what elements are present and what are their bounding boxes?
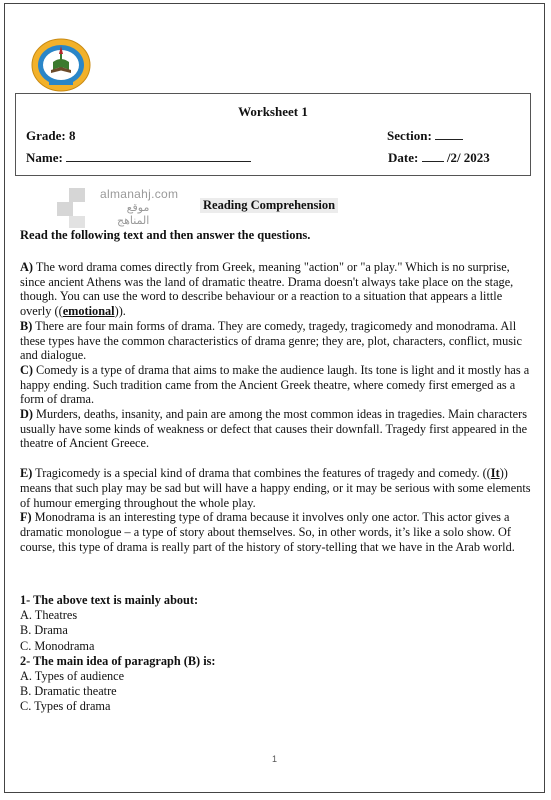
- reading-passage: [20, 260, 535, 554]
- worksheet-header: [15, 93, 531, 176]
- watermark: [55, 186, 185, 232]
- question-2-option-b: B. Dramatic theatre: [20, 684, 117, 699]
- paragraph-label: D): [20, 407, 33, 422]
- school-logo-icon: [29, 32, 93, 94]
- paragraph-f: [20, 510, 535, 554]
- question-1-prompt: 1- The above text is mainly about:: [20, 593, 199, 607]
- section-title: Reading Comprehension: [200, 198, 338, 213]
- watermark-arabic-line1: موقع: [126, 201, 150, 214]
- paragraph-text: )) means that such play may be sad but will have a happy ending, or it may be serious with some elements of humour emerging throughout the whole play.: [20, 466, 531, 510]
- instruction: Read the following text and then answer the questions.: [20, 228, 311, 242]
- watermark-logo-icon: [55, 186, 99, 230]
- question-2-option-c: C. Types of drama: [20, 699, 111, 714]
- paragraph-e: [20, 466, 535, 510]
- date-day-blank: [422, 150, 444, 162]
- underlined-word: It: [490, 466, 500, 481]
- grade-label: Grade: 8: [26, 128, 76, 143]
- question-1-option-b: B. Drama: [20, 623, 68, 638]
- watermark-site: almanahj.com: [100, 187, 179, 201]
- section-field: [387, 128, 463, 144]
- paragraph-c: [20, 363, 535, 407]
- worksheet-title: Worksheet 1: [238, 104, 308, 119]
- paragraph-label: F): [20, 510, 32, 525]
- section-blank: [435, 128, 463, 140]
- page-number: 1: [271, 754, 277, 764]
- paragraph-label: E): [20, 466, 33, 481]
- paragraph-label: A): [20, 260, 33, 274]
- section-label: Section:: [387, 128, 432, 143]
- paragraph-label: B): [20, 318, 33, 333]
- paragraph-label: C): [20, 362, 33, 377]
- worksheet-page: [4, 3, 545, 793]
- name-label: Name:: [26, 150, 63, 165]
- questions: [20, 593, 535, 715]
- underlined-word: emotional: [62, 304, 115, 319]
- date-field: [388, 150, 490, 166]
- question-1-option-c: C. Monodrama: [20, 638, 95, 653]
- question-2-option-a: A. Types of audience: [20, 669, 125, 684]
- name-field: [26, 150, 251, 166]
- question-2-prompt: 2- The main idea of paragraph (B) is:: [20, 653, 216, 668]
- date-label: Date:: [388, 150, 419, 165]
- question-1-option-a: A. Theatres: [20, 608, 78, 623]
- name-blank: [66, 150, 251, 162]
- paragraph-a: [20, 260, 535, 319]
- paragraph-b: [20, 319, 535, 363]
- paragraph-text: There are four main forms of drama. They are comedy, tragedy, tragicomedy and monodrama. All these types have the common characteristics of drama genre; they are, plot, characters, conflict, music and dialogue.: [20, 318, 522, 363]
- paragraph-text: Monodrama is an interesting type of drama because it involves only one actor. This actor gives a dramatic monologue – a type of story about themselves. So, in other words, it’s like a solo show. Of course, this type of drama is really part of the history of story-telling that we have in the Arab world.: [20, 510, 515, 554]
- watermark-arabic-line2: المناهج: [117, 214, 150, 227]
- paragraph-d: [20, 407, 535, 451]
- paragraph-text: Murders, deaths, insanity, and pain are among the most common ideas in tragedies. Main characters usually have some kinds of weakness or defect that causes their downfall. Tragedy first appeared in the theatre of Ancient Greece.: [20, 407, 528, 451]
- date-suffix: /2/ 2023: [446, 150, 490, 165]
- paragraph-text: )).: [114, 304, 126, 319]
- paragraph-text: Comedy is a type of drama that aims to make the audience laugh. Its tone is light and it mostly has a happy ending. Such tradition came from the Ancient Greek theatre, where comedy first emerged as a form of drama.: [20, 362, 530, 407]
- paragraph-text: The word drama comes directly from Greek, meaning "action" or "a play." Which is no surprise, since ancient Athens was the land of dramatic theatre. Drama doesn't always take place on the stage, though. You can use the word to describe behaviour or a reaction to a situation that appears a little overly ((: [20, 260, 514, 319]
- watermark-arabic: [117, 201, 149, 227]
- paragraph-text: Tragicomedy is a special kind of drama that combines the features of tragedy and comedy. ((: [32, 466, 491, 481]
